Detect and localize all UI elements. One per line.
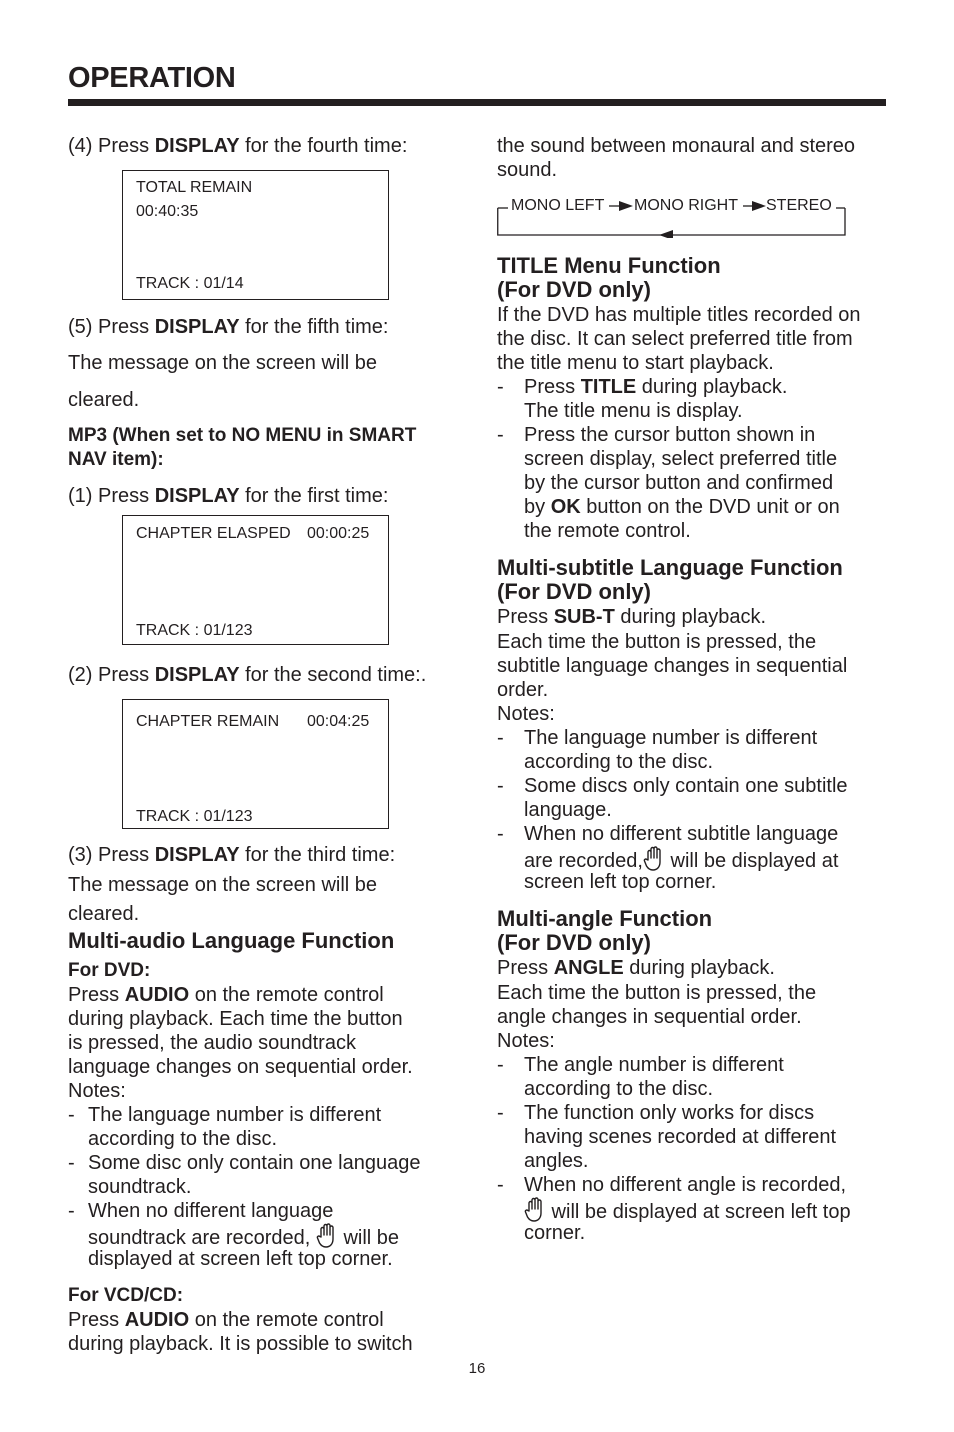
list-item: by OK button on the DVD unit or on bbox=[524, 496, 840, 518]
display-box-chapter-elapsed bbox=[122, 515, 389, 645]
display-box-total-remain bbox=[122, 170, 389, 300]
list-item: Press the cursor button shown in bbox=[524, 424, 816, 446]
section-heading-title-menu: (For DVD only) bbox=[497, 277, 651, 302]
list-item: The function only works for discs bbox=[524, 1102, 815, 1124]
list-bullet: - bbox=[497, 823, 504, 845]
paragraph-line: during playback. It is possible to switch bbox=[68, 1333, 413, 1355]
box-time: 00:00:25 bbox=[307, 525, 370, 542]
box-track: TRACK : 01/123 bbox=[136, 808, 253, 825]
step-1: (1) Press DISPLAY for the first time: bbox=[68, 485, 389, 507]
message-text: The message on the screen will be bbox=[68, 874, 378, 896]
box-time: 00:40:35 bbox=[136, 203, 199, 220]
step-5: (5) Press DISPLAY for the fifth time: bbox=[68, 316, 389, 338]
box-track: TRACK : 01/123 bbox=[136, 622, 253, 639]
list-item: The angle number is different bbox=[524, 1054, 784, 1076]
audio-mode-cycle-diagram bbox=[497, 194, 847, 238]
title-steps-list bbox=[497, 375, 897, 545]
paragraph-line: Press AUDIO on the remote control bbox=[68, 984, 384, 1006]
list-item: When no different subtitle language bbox=[524, 823, 839, 845]
list-item: When no different angle is recorded, bbox=[524, 1174, 847, 1196]
list-bullet: - bbox=[497, 1102, 504, 1124]
paragraph-line: subtitle language changes in sequential bbox=[497, 655, 848, 677]
box-label: TOTAL REMAIN bbox=[136, 179, 253, 196]
notes-label: Notes: bbox=[497, 703, 555, 725]
paragraph-line: If the DVD has multiple titles recorded on bbox=[497, 304, 861, 326]
paragraph-line: Press SUB-T during playback. bbox=[497, 606, 766, 628]
section-heading-angle: (For DVD only) bbox=[497, 930, 651, 955]
list-item: having scenes recorded at different bbox=[524, 1126, 837, 1148]
paragraph-line: the title menu to start playback. bbox=[497, 352, 774, 374]
section-heading-title-menu: TITLE Menu Function bbox=[497, 253, 721, 278]
notes-label: Notes: bbox=[68, 1080, 126, 1102]
section-heading-audio: Multi-audio Language Function bbox=[68, 928, 395, 953]
list-item: The language number is different bbox=[88, 1104, 382, 1126]
page-number: 16 bbox=[468, 1360, 486, 1377]
step-4: (4) Press DISPLAY for the fourth time: bbox=[68, 135, 408, 157]
list-item: soundtrack. bbox=[88, 1176, 192, 1198]
list-item: are recorded, will be displayed at bbox=[524, 846, 838, 873]
list-item: The language number is different bbox=[524, 727, 818, 749]
box-label: CHAPTER ELASPED bbox=[136, 525, 291, 542]
list-bullet: - bbox=[497, 1174, 504, 1196]
paragraph-line: sound. bbox=[497, 159, 558, 181]
list-bullet: - bbox=[68, 1200, 75, 1222]
mode-mono-right: MONO RIGHT bbox=[634, 197, 738, 214]
list-item: screen left top corner. bbox=[524, 871, 717, 893]
list-item: soundtrack are recorded, will be bbox=[88, 1223, 399, 1250]
list-item: displayed at screen left top corner. bbox=[88, 1248, 393, 1270]
list-item: Press TITLE during playback. bbox=[524, 376, 788, 398]
paragraph-line: is pressed, the audio soundtrack bbox=[68, 1032, 356, 1054]
paragraph-line: Press ANGLE during playback. bbox=[497, 957, 775, 979]
mode-mono-left: MONO LEFT bbox=[511, 197, 605, 214]
message-text: The message on the screen will be bbox=[68, 352, 378, 374]
box-track: TRACK : 01/14 bbox=[136, 275, 244, 292]
box-label: CHAPTER REMAIN bbox=[136, 713, 280, 730]
hand-stop-icon bbox=[316, 1223, 338, 1249]
subheading-for-dvd: For DVD: bbox=[68, 960, 151, 981]
angle-notes-list bbox=[497, 1053, 897, 1253]
list-bullet: - bbox=[68, 1152, 75, 1174]
paragraph-line: the disc. It can select preferred title from bbox=[497, 328, 853, 350]
title-rule bbox=[68, 99, 886, 106]
paragraph-line: during playback. Each time the button bbox=[68, 1008, 403, 1030]
list-bullet: - bbox=[497, 1054, 504, 1076]
list-item: according to the disc. bbox=[524, 1078, 713, 1100]
list-item: angles. bbox=[524, 1150, 589, 1172]
paragraph-line: the sound between monaural and stereo bbox=[497, 135, 856, 157]
paragraph-line: Each time the button is pressed, the bbox=[497, 631, 817, 653]
list-item: Some disc only contain one language bbox=[88, 1152, 421, 1174]
section-heading-angle: Multi-angle Function bbox=[497, 906, 713, 931]
paragraph-line: language changes on sequential order. bbox=[68, 1056, 413, 1078]
mp3-heading: MP3 (When set to NO MENU in SMART bbox=[68, 425, 417, 446]
list-bullet: - bbox=[497, 376, 504, 398]
hand-stop-icon bbox=[524, 1197, 546, 1223]
step-2: (2) Press DISPLAY for the second time:. bbox=[68, 664, 427, 686]
section-heading-subtitle: Multi-subtitle Language Function bbox=[497, 555, 843, 580]
mode-stereo: STEREO bbox=[766, 197, 832, 214]
list-bullet: - bbox=[497, 727, 504, 749]
paragraph-line: Press AUDIO on the remote control bbox=[68, 1309, 384, 1331]
notes-list bbox=[68, 1103, 468, 1273]
list-item: according to the disc. bbox=[524, 751, 713, 773]
list-item: screen display, select preferred title bbox=[524, 448, 838, 470]
list-bullet: - bbox=[68, 1104, 75, 1126]
list-item: When no different language bbox=[88, 1200, 334, 1222]
paragraph-line: Each time the button is pressed, the bbox=[497, 982, 817, 1004]
list-item: by the cursor button and confirmed bbox=[524, 472, 834, 494]
page-title: OPERATION bbox=[68, 62, 236, 94]
list-item: the remote control. bbox=[524, 520, 691, 542]
step-3: (3) Press DISPLAY for the third time: bbox=[68, 844, 396, 866]
section-heading-subtitle: (For DVD only) bbox=[497, 579, 651, 604]
paragraph-line: angle changes in sequential order. bbox=[497, 1006, 802, 1028]
list-item: will be displayed at screen left top bbox=[524, 1197, 851, 1224]
list-bullet: - bbox=[497, 424, 504, 446]
paragraph-line: order. bbox=[497, 679, 549, 701]
list-bullet: - bbox=[497, 775, 504, 797]
message-text: cleared. bbox=[68, 903, 140, 925]
list-item: The title menu is display. bbox=[524, 400, 743, 422]
mp3-heading: NAV item): bbox=[68, 449, 164, 470]
list-item: according to the disc. bbox=[88, 1128, 277, 1150]
display-box-chapter-remain bbox=[122, 699, 389, 829]
box-time: 00:04:25 bbox=[307, 713, 370, 730]
list-item: language. bbox=[524, 799, 612, 821]
notes-label: Notes: bbox=[497, 1030, 555, 1052]
subtitle-notes-list bbox=[497, 726, 897, 896]
list-item: Some discs only contain one subtitle bbox=[524, 775, 848, 797]
message-text: cleared. bbox=[68, 389, 140, 411]
list-item: corner. bbox=[524, 1222, 586, 1244]
hand-stop-icon bbox=[643, 846, 665, 872]
subheading-for-vcd: For VCD/CD: bbox=[68, 1285, 184, 1306]
